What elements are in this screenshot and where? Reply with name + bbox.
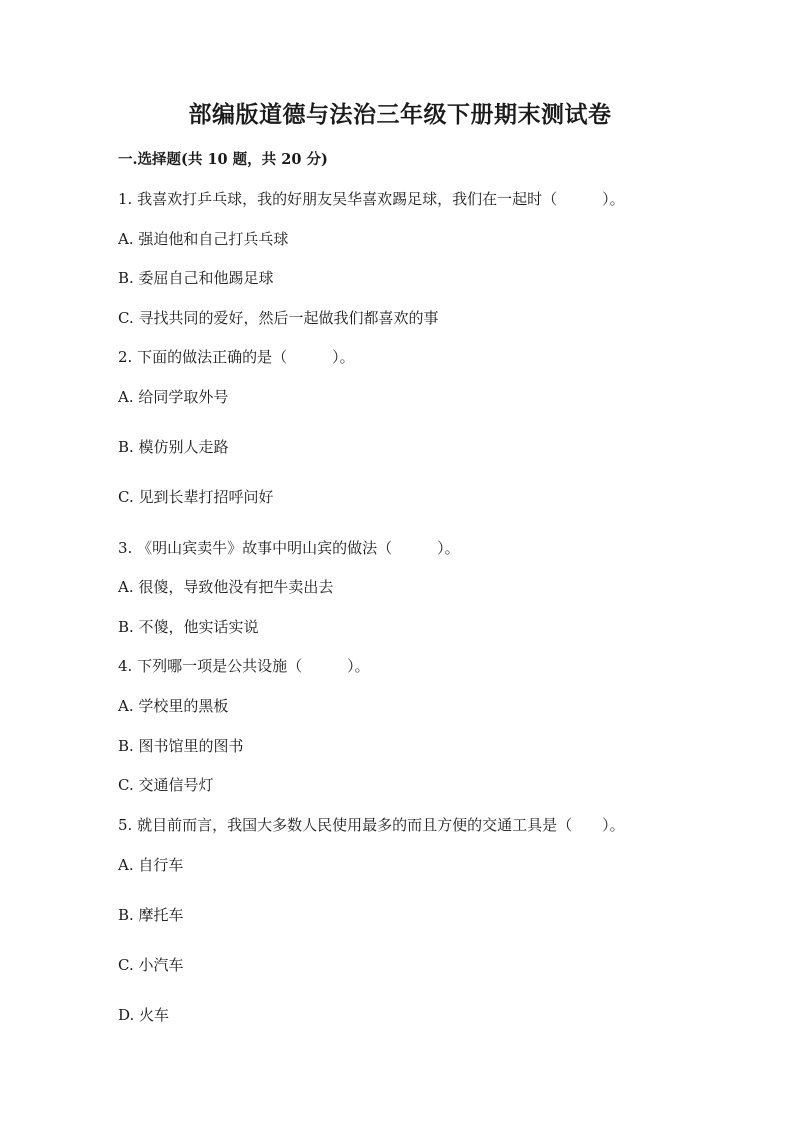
question-5-option-b: B. 摩托车 (118, 906, 184, 924)
question-5-option-a: A. 自行车 (118, 856, 184, 874)
question-3-stem: 3. 《明山宾卖牛》故事中明山宾的做法（ ）。 (118, 539, 460, 557)
question-4-option-c: C. 交通信号灯 (118, 776, 214, 794)
question-4-stem: 4. 下列哪一项是公共设施（ ）。 (118, 657, 370, 675)
question-5-option-c: C. 小汽车 (118, 956, 184, 974)
question-5-option-d: D. 火车 (118, 1006, 170, 1024)
question-2-option-b: B. 模仿别人走路 (118, 438, 229, 456)
question-4-option-a: A. 学校里的黑板 (118, 697, 229, 715)
question-2-option-c: C. 见到长辈打招呼问好 (118, 488, 274, 506)
question-3-option-b: B. 不傻，他实话实说 (118, 618, 259, 636)
question-4-option-b: B. 图书馆里的图书 (118, 737, 244, 755)
question-2-option-a: A. 给同学取外号 (118, 388, 229, 406)
question-3-option-a: A. 很傻，导致他没有把牛卖出去 (118, 578, 334, 596)
section-heading: 一.选择题(共 10 题，共 20 分) (118, 151, 328, 168)
question-1-stem: 1. 我喜欢打乒乓球，我的好朋友吴华喜欢踢足球，我们在一起时（ ）。 (118, 190, 625, 208)
question-1-option-b: B. 委屈自己和他踢足球 (118, 269, 274, 287)
exam-title: 部编版道德与法治三年级下册期末测试卷 (188, 101, 612, 128)
question-1-option-c: C. 寻找共同的爱好，然后一起做我们都喜欢的事 (118, 309, 439, 327)
question-5-stem: 5. 就目前而言，我国大多数人民使用最多的而且方便的交通工具是（ ）。 (118, 816, 625, 834)
question-2-stem: 2. 下面的做法正确的是（ ）。 (118, 348, 355, 366)
question-1-option-a: A. 强迫他和自己打兵乓球 (118, 230, 289, 248)
